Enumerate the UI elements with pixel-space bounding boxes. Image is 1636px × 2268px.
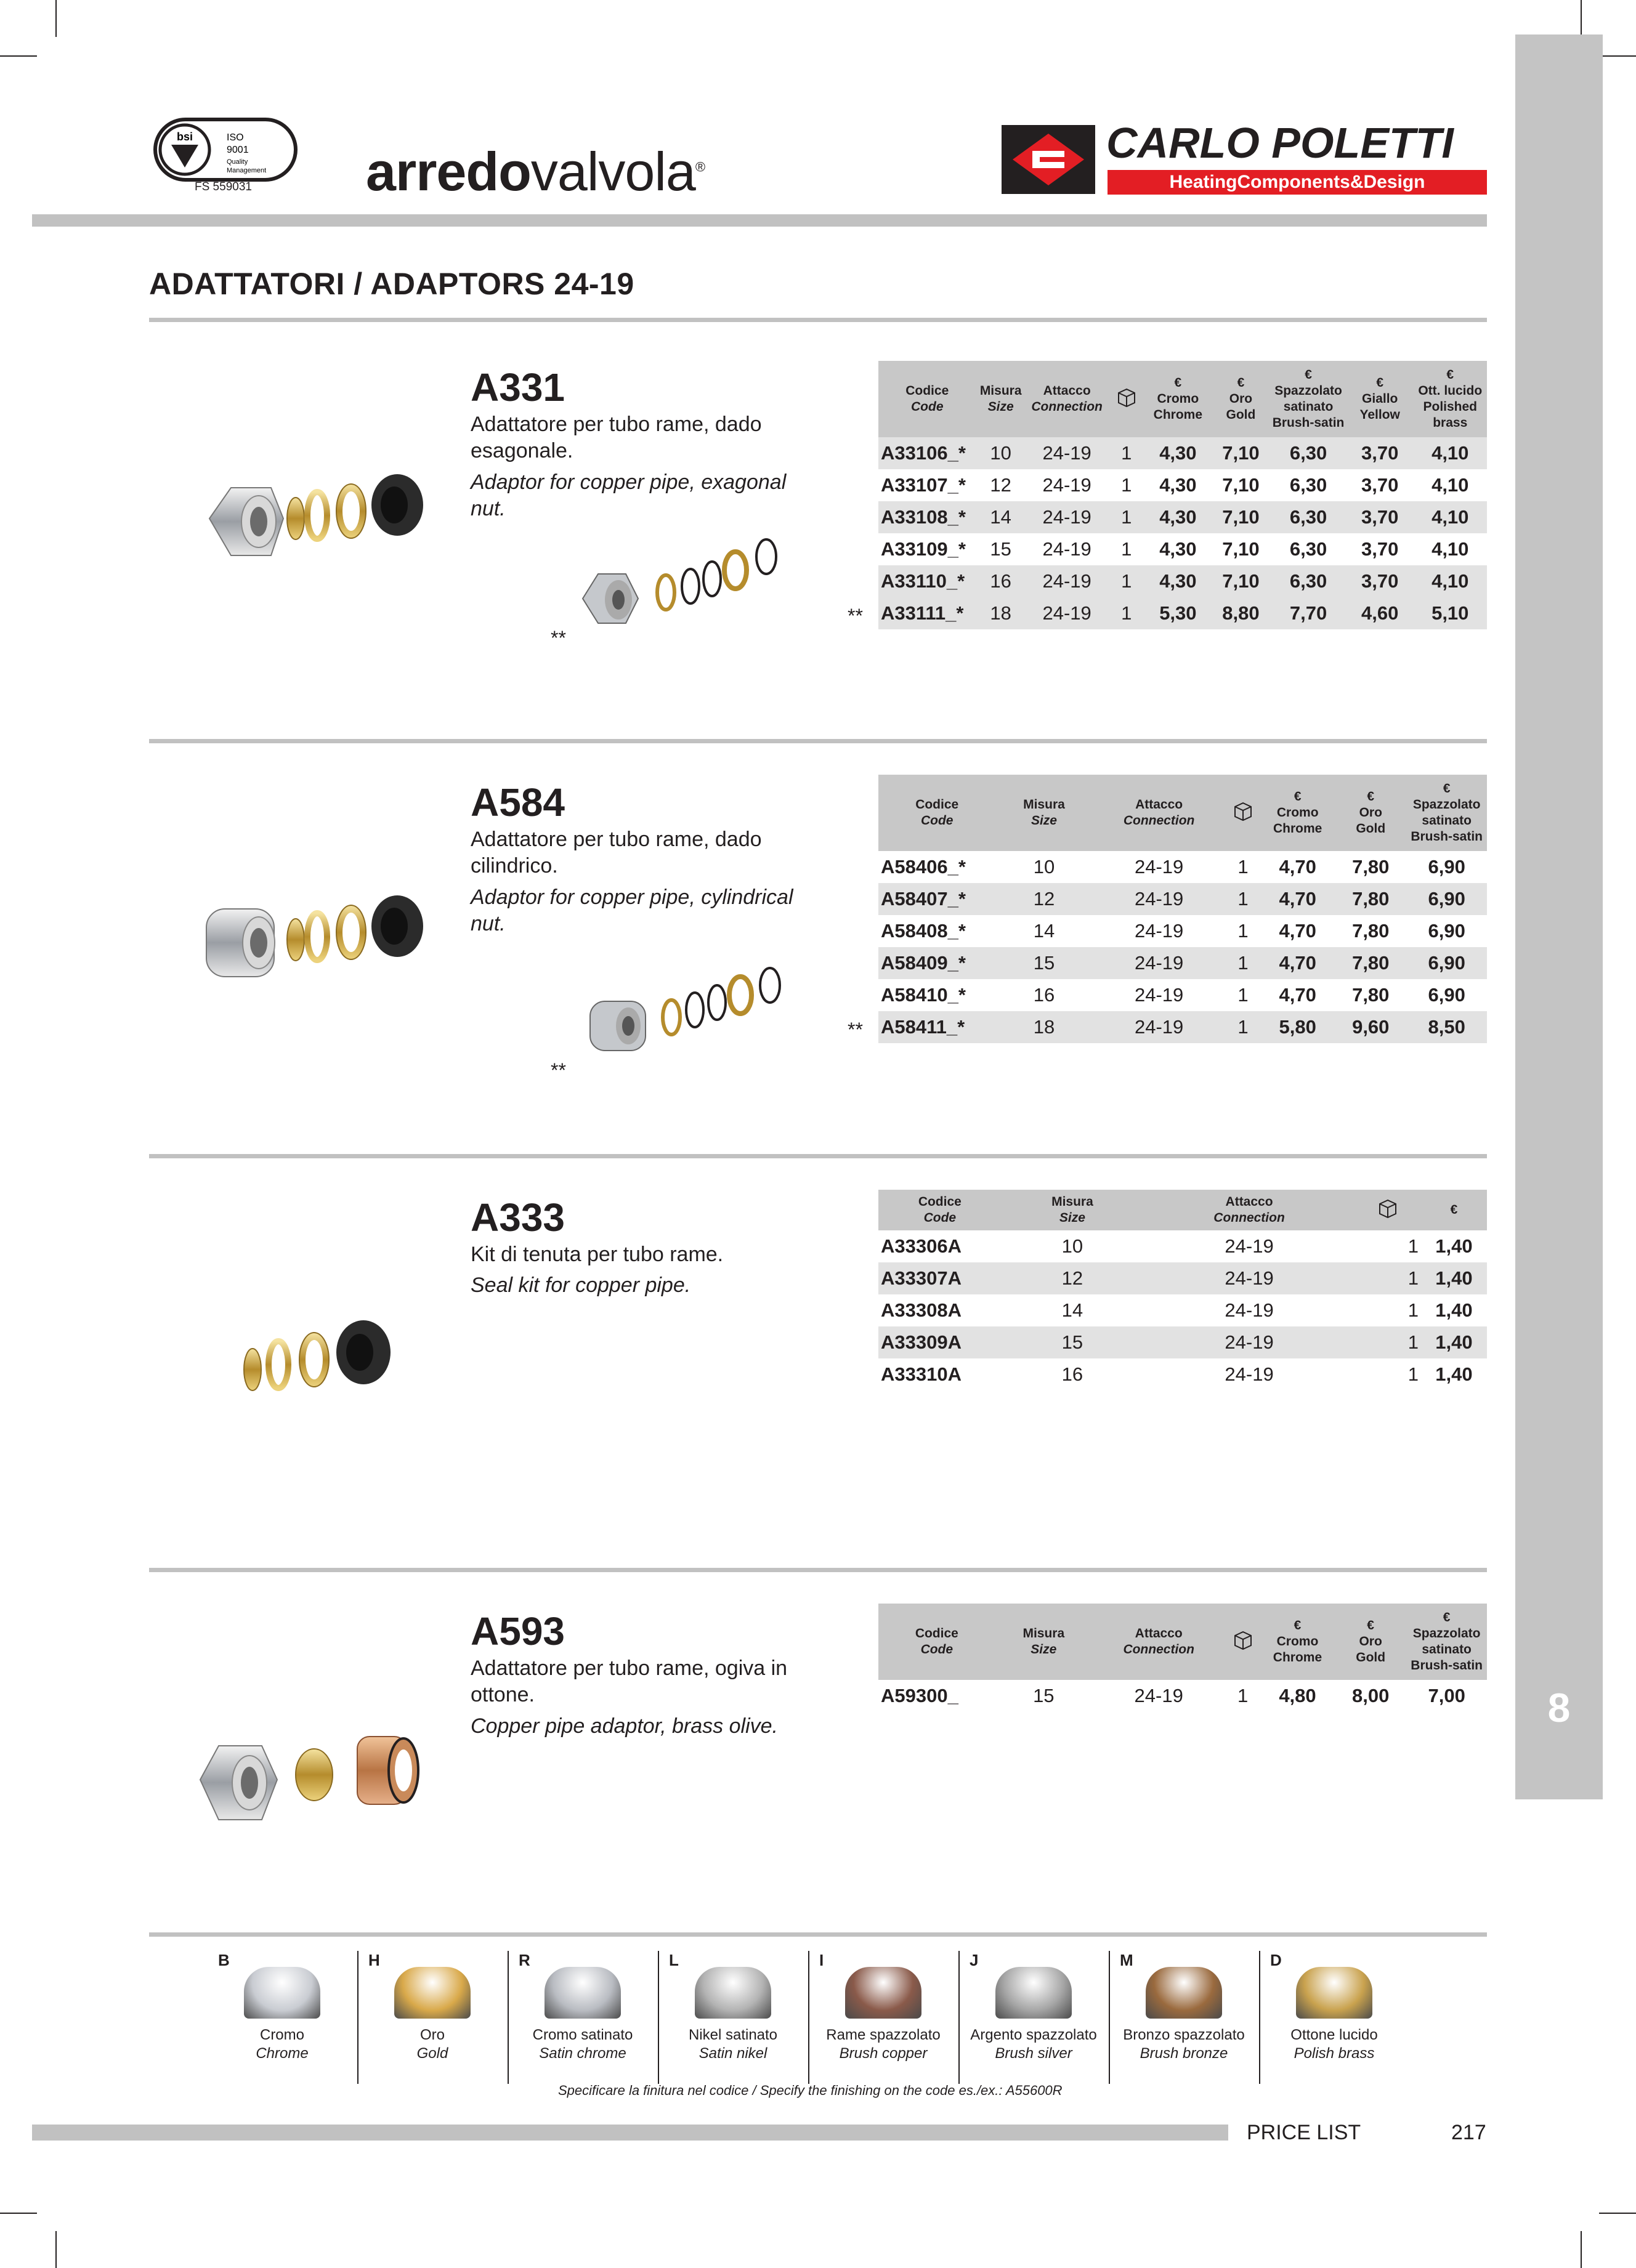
- brand-bold: arredo: [366, 141, 531, 202]
- table-row: A33306A 10 24-19 1 1,40: [881, 1235, 1473, 1257]
- crop-mark: [0, 2213, 37, 2214]
- finish-separator: [508, 1951, 509, 2084]
- chapter-number: 8: [1547, 1685, 1571, 1730]
- table-row: A58406_* 10 24-19 1 4,70 7,80 6,90: [881, 856, 1465, 878]
- product-description-it: Kit di tenuta per tubo rame.: [471, 1243, 724, 1266]
- product-code-a593: A593: [471, 1609, 565, 1653]
- table-row: A58411_* 18 24-19 1 5,80 9,60 8,50: [878, 1011, 1487, 1043]
- crop-mark: [1599, 55, 1636, 57]
- brand-light: valvola: [530, 141, 695, 202]
- svg-text:Management: Management: [227, 167, 267, 174]
- svg-text:ISO: ISO: [227, 132, 244, 143]
- table-row: A33108_* 14 24-19 1 4,30 7,10 6,30 3,70 4,10: [878, 501, 1487, 533]
- finish-name-en: Brush silver: [995, 2045, 1072, 2062]
- finish-letter: R: [519, 1951, 530, 1969]
- page-title: ADATTATORI / ADAPTORS 24-19: [149, 267, 634, 301]
- svg-text:Quality: Quality: [227, 158, 248, 166]
- finish-name-en: Brush copper: [839, 2045, 928, 2062]
- price-table-a584: [878, 775, 1487, 1043]
- finish-name-en: Polish brass: [1294, 2045, 1375, 2062]
- crop-mark: [55, 0, 57, 37]
- finish-separator: [658, 1951, 659, 2084]
- finish-separator: [1109, 1951, 1110, 2084]
- col-header-size: Misura Size: [1002, 1190, 1144, 1230]
- col-header-package: [1225, 1604, 1260, 1680]
- box-icon: [1233, 810, 1253, 825]
- table-row: A58408_* 14 24-19 1 4,70 7,80 6,90: [881, 920, 1465, 942]
- table-row: A58410_* 16 24-19 1 4,70 7,80 6,90: [881, 984, 1465, 1006]
- finish-swatch: [394, 1967, 471, 2019]
- finish-item: [658, 1951, 808, 2074]
- table-row: A58407_* 12 24-19 1 4,70 7,80 6,90: [878, 883, 1487, 915]
- table-body: [878, 851, 1487, 1043]
- col-header-yellow: € Giallo Yellow: [1346, 361, 1414, 437]
- crop-mark: [55, 2231, 57, 2268]
- page-number: 217: [1451, 2121, 1486, 2144]
- section-divider: [149, 739, 1487, 743]
- col-header-polished-brass: € Ott. lucido Polished brass: [1414, 361, 1488, 437]
- table-row: A33309A 15 24-19 1 1,40: [878, 1326, 1487, 1358]
- col-header-gold: € Oro Gold: [1212, 361, 1271, 437]
- col-header-size: Misura Size: [976, 361, 1026, 437]
- finish-name-en: Satin nikel: [699, 2045, 767, 2062]
- iso-certification-logo: [153, 117, 298, 182]
- table-body: [878, 1230, 1487, 1390]
- product-photo-a593-kit: [191, 1712, 437, 1841]
- finish-swatch: [1296, 1967, 1372, 2019]
- table-row: A33110_* 16 24-19 1 4,30 7,10 6,30 3,70 4,10: [878, 565, 1487, 597]
- col-header-code: Codice Code: [878, 1190, 1002, 1230]
- col-header-connection: Attacco Connection: [1026, 361, 1109, 437]
- product-photo-a333-seal-kit: [222, 1308, 431, 1413]
- col-header-code: Codice Code: [878, 361, 976, 437]
- table-row: A33111_* 18 24-19 1 5,30 8,80 7,70 4,60 5,10: [878, 597, 1487, 629]
- finish-item: [1259, 1951, 1409, 2074]
- header-bar: [32, 214, 1487, 227]
- product-description-en: Copper pipe adaptor, brass olive.: [471, 1714, 778, 1738]
- row-note-mark: **: [848, 1019, 863, 1041]
- finish-name-it: Oro: [419, 2027, 445, 2043]
- product-code-a584: A584: [471, 780, 565, 825]
- table-body: [878, 1680, 1487, 1712]
- finish-swatch: [545, 1967, 621, 2019]
- table-row: A59300_ 15 24-19 1 4,80 8,00 7,00: [881, 1685, 1465, 1706]
- price-table-a333: [878, 1190, 1487, 1390]
- table-row: A33308A 14 24-19 1 1,40: [881, 1299, 1473, 1321]
- footer-bar: [32, 2125, 1228, 2141]
- finish-swatch: [695, 1967, 771, 2019]
- table-row: A33310A 16 24-19 1 1,40: [881, 1363, 1473, 1385]
- col-header-connection: Attacco Connection: [1143, 1190, 1355, 1230]
- row-note-mark: **: [848, 605, 863, 627]
- note-mark: **: [551, 1059, 566, 1081]
- svg-text:bsi: bsi: [176, 131, 193, 143]
- finish-letter: D: [1270, 1951, 1282, 1969]
- product-description-en: Adaptor for copper pipe, exagonal nut.: [471, 470, 787, 520]
- finish-name-it: Bronzo spazzolato: [1123, 2027, 1245, 2043]
- finish-name-it: Cromo satinato: [532, 2027, 633, 2043]
- finish-name-en: Brush bronze: [1140, 2045, 1228, 2062]
- product-description-it: Adattatore per tubo rame, dado esagonale.: [471, 413, 762, 462]
- finish-name-it: Cromo: [259, 2027, 304, 2043]
- finish-separator: [1259, 1951, 1260, 2084]
- product-description-en: Adaptor for copper pipe, cylindrical nut.: [471, 886, 793, 935]
- section-divider: [149, 1568, 1487, 1572]
- product-code-a333: A333: [471, 1195, 565, 1240]
- finish-name-en: Gold: [416, 2045, 448, 2062]
- finish-letter: I: [819, 1951, 824, 1969]
- svg-text:9001: 9001: [227, 145, 249, 155]
- finishes-divider: [149, 1932, 1487, 1937]
- finish-name-en: Satin chrome: [539, 2045, 626, 2062]
- arredovalvola-logo: arredovalvola®: [366, 141, 705, 202]
- col-header-connection: Attacco Connection: [1092, 1604, 1225, 1680]
- col-header-chrome: € Cromo Chrome: [1144, 361, 1212, 437]
- finish-name-it: Rame spazzolato: [826, 2027, 941, 2043]
- box-icon: [1116, 397, 1137, 411]
- company-name: CARLO POLETTI: [1106, 119, 1454, 167]
- crop-mark: [1599, 2213, 1636, 2214]
- finish-separator: [357, 1951, 358, 2084]
- finish-swatch: [845, 1967, 921, 2019]
- company-tagline: HeatingComponents&Design: [1108, 170, 1487, 195]
- finish-name-it: Argento spazzolato: [970, 2027, 1097, 2043]
- finish-item: [207, 1951, 357, 2074]
- finish-item: [958, 1951, 1109, 2074]
- price-table-a331: [878, 361, 1487, 629]
- footer-label: PRICE LIST: [1247, 2121, 1361, 2144]
- price-table-a593: [878, 1604, 1487, 1712]
- product-diagram-a331: [577, 531, 786, 636]
- finish-letter: J: [970, 1951, 979, 1969]
- col-header-code: Codice Code: [878, 775, 995, 851]
- col-header-chrome: € Cromo Chrome: [1260, 1604, 1335, 1680]
- col-header-brush-satin: € Spazzolato satinato Brush-satin: [1406, 1604, 1487, 1680]
- col-header-package: [1108, 361, 1144, 437]
- col-header-gold: € Oro Gold: [1335, 1604, 1406, 1680]
- finish-item: [1109, 1951, 1259, 2074]
- finish-letter: M: [1120, 1951, 1133, 1969]
- col-header-code: Codice Code: [878, 1604, 995, 1680]
- crop-mark: [1581, 0, 1582, 37]
- chapter-tab: [1515, 34, 1603, 1799]
- finish-letter: H: [368, 1951, 380, 1969]
- finish-name-it: Ottone lucido: [1290, 2027, 1378, 2043]
- product-code-a331: A331: [471, 365, 565, 410]
- col-header-chrome: € Cromo Chrome: [1260, 775, 1335, 851]
- col-header-connection: Attacco Connection: [1093, 775, 1226, 851]
- box-icon: [1233, 1639, 1253, 1653]
- finish-name-en: Chrome: [256, 2045, 309, 2062]
- product-description-en: Seal kit for copper pipe.: [471, 1273, 691, 1297]
- product-description-it: Adattatore per tubo rame, ogiva in ottone.: [471, 1657, 788, 1706]
- product-photo-a331-kit: [197, 463, 443, 586]
- finish-swatch: [244, 1967, 320, 2019]
- section-divider: [149, 318, 1487, 322]
- col-header-package: [1226, 775, 1261, 851]
- col-header-gold: € Oro Gold: [1335, 775, 1406, 851]
- table-row: A58409_* 15 24-19 1 4,70 7,80 6,90: [878, 947, 1487, 979]
- table-row: A33109_* 15 24-19 1 4,30 7,10 6,30 3,70 4,10: [881, 538, 1469, 560]
- crop-mark: [0, 55, 37, 57]
- finish-letter: L: [669, 1951, 679, 1969]
- col-header-size: Misura Size: [995, 1604, 1092, 1680]
- finish-item: [508, 1951, 658, 2074]
- col-header-size: Misura Size: [995, 775, 1092, 851]
- finish-letter: B: [218, 1951, 230, 1969]
- table-row: A33106_* 10 24-19 1 4,30 7,10 6,30 3,70 4,10: [878, 437, 1487, 469]
- carlo-poletti-logo-mark: [1002, 125, 1095, 194]
- finish-separator: [958, 1951, 960, 2084]
- certificate-number: FS 559031: [195, 180, 252, 193]
- section-divider: [149, 1154, 1487, 1158]
- crop-mark: [1581, 2231, 1582, 2268]
- finish-name-it: Nikel satinato: [688, 2027, 778, 2043]
- finish-item: [808, 1951, 958, 2074]
- finish-separator: [808, 1951, 809, 2084]
- table-row: A33107_* 12 24-19 1 4,30 7,10 6,30 3,70 4,10: [881, 474, 1469, 496]
- product-diagram-a584: [585, 958, 795, 1063]
- box-icon: [1377, 1208, 1398, 1222]
- finish-note: Specificare la finitura nel codice / Specify the finishing on the code es./ex.: A55600R: [558, 2083, 1063, 2098]
- finish-swatch: [1146, 1967, 1222, 2019]
- note-mark: **: [551, 627, 566, 649]
- col-header-brush-satin: € Spazzolato satinato Brush-satin: [1270, 361, 1346, 437]
- col-header-brush-satin: € Spazzolato satinato Brush-satin: [1406, 775, 1487, 851]
- finish-item: [357, 1951, 508, 2074]
- col-header-package: [1355, 1190, 1421, 1230]
- table-body: [878, 437, 1487, 629]
- table-row: A33307A 12 24-19 1 1,40: [878, 1262, 1487, 1294]
- col-header-price: €: [1421, 1190, 1487, 1230]
- finish-swatch: [995, 1967, 1072, 2019]
- product-photo-a584-kit: [197, 884, 443, 1007]
- product-description-it: Adattatore per tubo rame, dado cilindrico.: [471, 828, 762, 878]
